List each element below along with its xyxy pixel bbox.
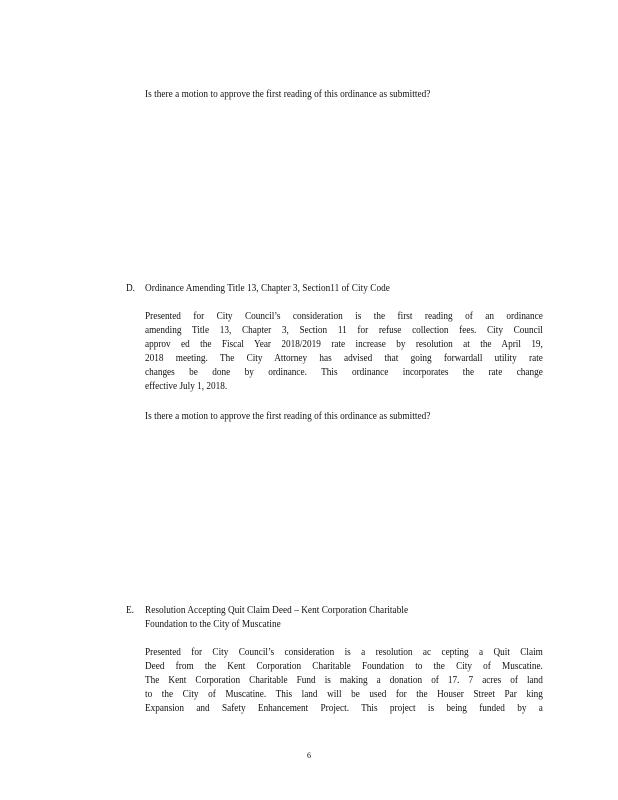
section-e-line	[145, 646, 543, 660]
section-d-letter: D.	[126, 283, 135, 294]
section-e-title-line-1: Resolution Accepting Quit Claim Deed – Kent Corporation Charitable	[145, 605, 409, 616]
section-d-line	[145, 352, 543, 366]
section-d-line-text: Presented for City Council’s consideration is the first reading of an ordinance	[145, 311, 543, 322]
section-e-line	[145, 702, 543, 716]
section-e-line-text: Deed from the Kent Corporation Charitable Foundation to the City of Muscatine.	[145, 661, 543, 672]
section-d-line-text: approv ed the Fiscal Year 2018/2019 rate increase by resolution at the April 19,	[145, 339, 543, 350]
motion-question-section-d: Is there a motion to approve the first reading of this ordinance as submitted?	[145, 411, 431, 422]
motion-question-top: Is there a motion to approve the first reading of this ordinance as submitted?	[145, 89, 431, 100]
section-d-line	[145, 324, 543, 338]
section-e-line-text: The Kent Corporation Charitable Fund is making a donation of 17. 7 acres of land	[145, 675, 543, 686]
section-d-line	[145, 338, 543, 352]
section-e-line	[145, 674, 543, 688]
section-d-line-text: 2018 meeting. The City Attorney has advised that going forwardall utility rate	[145, 353, 543, 364]
section-e-line-text: to the City of Muscatine. This land will be used for the Houser Street Par king	[145, 689, 543, 700]
section-e-line	[145, 660, 543, 674]
section-d-line	[145, 310, 543, 324]
page-number: 6	[307, 751, 311, 760]
section-d-paragraph	[145, 310, 543, 394]
section-e-letter: E.	[126, 605, 134, 616]
section-e-paragraph	[145, 646, 543, 716]
section-d-line-text: amending Title 13, Chapter 3, Section 11 for refuse collection fees. City Council	[145, 325, 543, 336]
section-d-line	[145, 380, 543, 394]
section-e-title-line-2: Foundation to the City of Muscatine	[145, 619, 281, 630]
section-e-line	[145, 688, 543, 702]
section-d-title: Ordinance Amending Title 13, Chapter 3, Section11 of City Code	[145, 283, 390, 294]
section-d-line	[145, 366, 543, 380]
section-e-line-text: Presented for City Council’s consideration is a resolution ac cepting a Quit Claim	[145, 647, 543, 658]
section-d-line-text: changes be done by ordinance. This ordinance incorporates the rate change	[145, 367, 543, 378]
section-e-line-text: Expansion and Safety Enhancement Project. This project is being funded by a	[145, 703, 543, 714]
section-d-line-text: effective July 1, 2018.	[145, 381, 228, 392]
